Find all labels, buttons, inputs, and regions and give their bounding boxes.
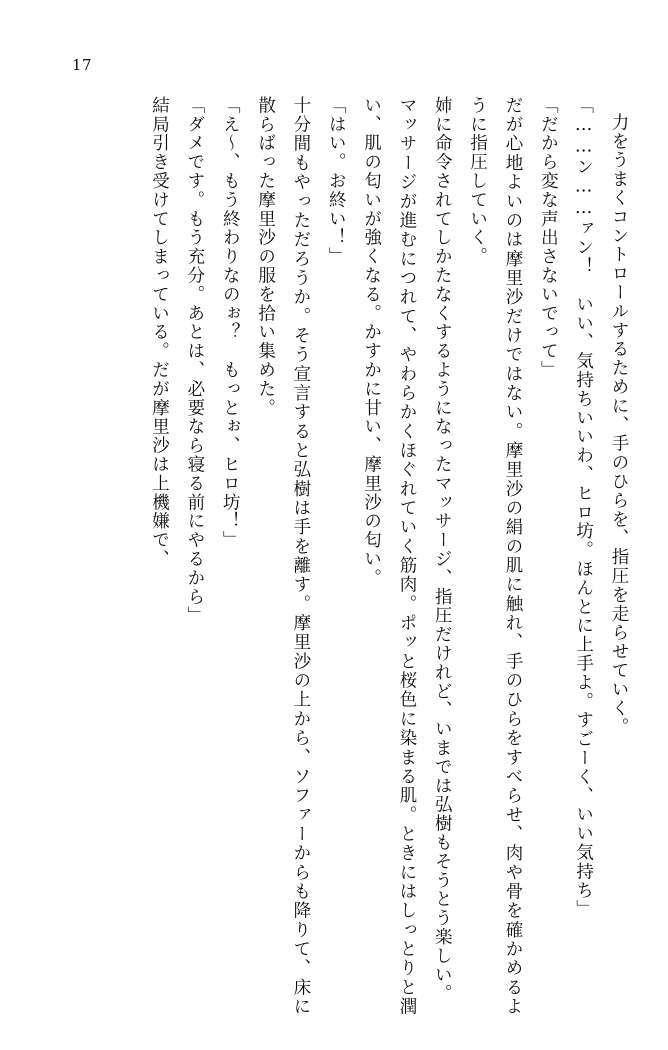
paragraph: 十分間もやっただろうか。そう宣言すると弘樹は手を離す。摩里沙の上から、ソファーからも降りて、床に散らばった摩里沙の服を拾い集めた。 <box>255 96 311 1016</box>
paragraph: 姉に命令されてしかたなくするようになったマッサージ、指圧だけれど、いまでは弘樹もそうとう楽しい。 <box>432 96 453 1004</box>
paragraph: だが心地よいのは摩里沙だけではない。摩里沙の絹の肌に触れ、手のひらをすべらせ、肉や骨を確かめるように指圧していく。 <box>467 96 523 1016</box>
page-text-body <box>40 96 636 1016</box>
page-number: 17 <box>72 56 93 74</box>
paragraph: 「ダメです。もう充分。あとは、必要なら寝る前にやるから」 <box>184 96 205 626</box>
paragraph: 「……ン……ァン！ いい、気持ちいいわ、ヒロ坊。ほんとに上手よ。すごーく、いい気持ち」 <box>573 96 594 919</box>
paragraph: 力をうまくコントロールするために、手のひらを、指圧を走らせていく。 <box>609 113 629 737</box>
paragraph: 「はい。お終い！」 <box>326 96 347 267</box>
paragraph: 「だから変な声出さないでって」 <box>538 96 559 380</box>
paragraph: 「え～、もう終わりなのぉ？ もっとぉ、ヒロ坊！」 <box>220 96 241 550</box>
paragraph: 結局引き受けてしまっている。だが摩里沙は上機嫌で、 <box>149 96 170 569</box>
paragraph: マッサージが進むにつれて、やわらかくほぐれていく筋肉。ポッと桜色に染まる肌。ときにはしっとりと潤い、肌の匂いが強くなる。かすかに甘い、摩里沙の匂い。 <box>361 96 417 1016</box>
